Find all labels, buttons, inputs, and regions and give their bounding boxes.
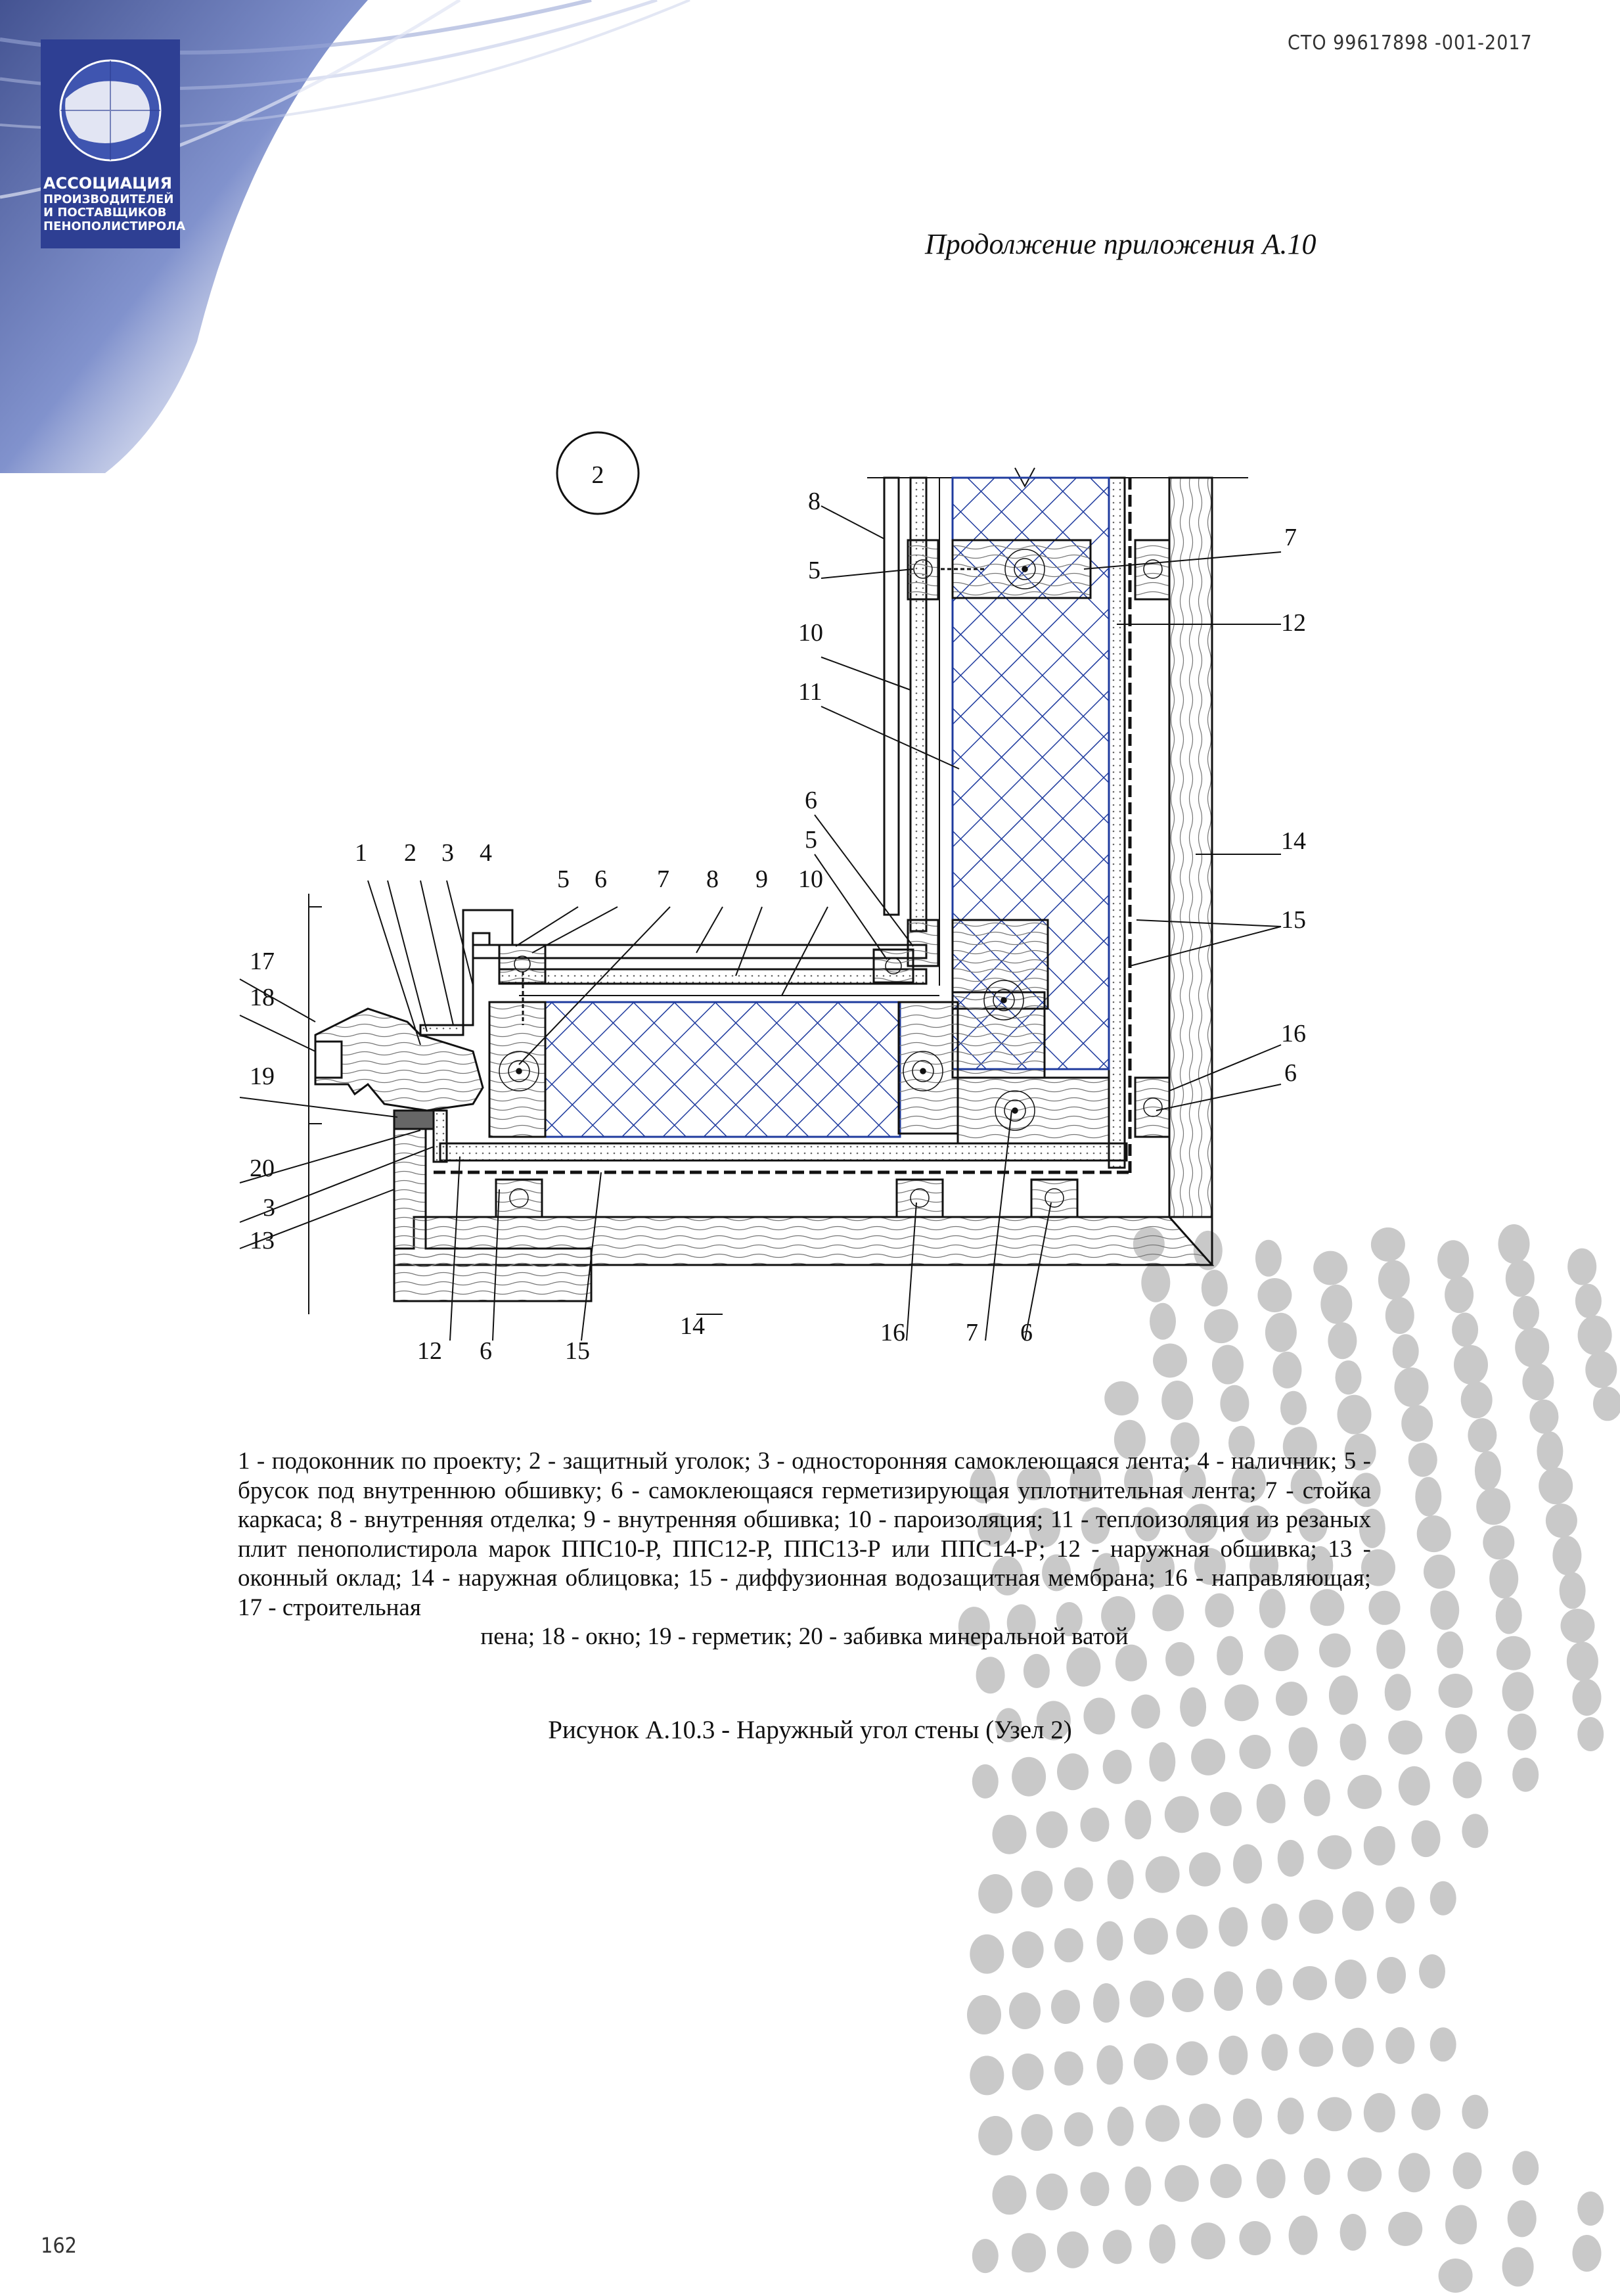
callout-14a: 14 xyxy=(1281,827,1306,855)
callout-10b: 10 xyxy=(798,619,823,647)
decor-dot xyxy=(1439,1674,1473,1708)
decor-dot xyxy=(1522,1364,1554,1400)
decor-dot xyxy=(1204,1309,1238,1343)
legend-body: 1 - подоконник по проекту; 2 - защитный уголок; 3 - односторонняя самоклеющаяся лента; 4 - наличник; 5 - брусок под внутреннюю обшивку; 6 - самоклеющаяся герметизирующая уплотнительная лента; 7 - стойка каркаса; 8 - внутренняя отделка; 9 - внутренняя обшивка; 10 - пароизоляция; 11 - теплоизоляция из резаных плит пенополистирола марок ППС10-Р, ППС12-Р, ППС13-Р или ППС14-Р; 12 - наружная обшивка; 13 - оконный оклад; 14 - наружная облицовка; 15 - диффузионная водозащитная мембрана; 16 - направляющая; 17 - строительная xyxy=(238,1448,1371,1621)
decor-dot xyxy=(1064,2112,1093,2146)
decor-dot xyxy=(1104,1381,1138,1415)
decor-dot xyxy=(1593,1387,1620,1421)
callout-12b: 12 xyxy=(417,1337,442,1365)
callout-13: 13 xyxy=(250,1227,275,1254)
decor-dot xyxy=(1489,1559,1518,1599)
decor-dot xyxy=(1149,2224,1175,2264)
decor-dot xyxy=(1153,1344,1187,1378)
decor-dot xyxy=(1454,1345,1488,1385)
decor-dot xyxy=(1385,1674,1411,1711)
callout-6a: 6 xyxy=(595,865,607,893)
decor-dot xyxy=(1529,1400,1558,1434)
decor-dot xyxy=(972,2239,999,2273)
callout-17: 17 xyxy=(250,948,275,975)
callout-6b: 6 xyxy=(805,787,817,814)
callout-3: 3 xyxy=(441,839,454,867)
decor-dot xyxy=(1508,2200,1537,2237)
callout-10a: 10 xyxy=(798,865,823,893)
decor-dot xyxy=(1036,2174,1068,2211)
figure-caption: Рисунок А.10.3 - Наружный угол стены (Узел 2) xyxy=(548,1716,1072,1744)
decor-dot xyxy=(1515,1328,1549,1367)
decor-dot xyxy=(1146,2105,1180,2142)
decor-dot xyxy=(1560,1573,1586,1609)
node-number: 2 xyxy=(591,461,604,489)
decor-dot xyxy=(1415,1477,1441,1517)
decor-dot xyxy=(1496,1636,1531,1670)
decor-dot xyxy=(1012,1931,1044,1968)
decor-dot xyxy=(1385,1297,1414,1334)
decor-dot xyxy=(1437,1632,1463,1668)
decor-dot xyxy=(1096,1921,1123,1961)
decor-dot xyxy=(1320,1285,1352,1324)
decor-dot xyxy=(1513,1296,1539,1330)
decor-dot xyxy=(1304,2158,1330,2195)
callout-7a: 7 xyxy=(657,865,669,893)
decor-dot xyxy=(1502,2247,1534,2287)
decor-dot xyxy=(1261,1904,1288,1940)
callout-4: 4 xyxy=(480,839,492,867)
decor-dot xyxy=(1502,1672,1534,1711)
decor-dot xyxy=(1347,1775,1382,1809)
decor-dot xyxy=(1328,1322,1357,1359)
decor-dot xyxy=(1567,1249,1596,1285)
callout-8b: 8 xyxy=(808,488,821,515)
callout-20: 20 xyxy=(250,1155,275,1182)
decor-dot xyxy=(1476,1488,1510,1525)
decor-dot xyxy=(1265,1313,1297,1352)
decor-dot xyxy=(1336,1360,1362,1394)
page-number: 162 xyxy=(41,2233,77,2258)
callout-16b: 16 xyxy=(880,1319,905,1346)
decor-dot xyxy=(1537,1431,1563,1471)
decor-dot xyxy=(970,1935,1004,1974)
decor-dot xyxy=(1498,1224,1530,1264)
decor-dot xyxy=(1338,1395,1372,1435)
decor-dot xyxy=(1261,2034,1288,2071)
callout-9a: 9 xyxy=(755,865,768,893)
decor-dot xyxy=(1408,1443,1437,1477)
decor-dot xyxy=(1021,1871,1052,1908)
decor-dot xyxy=(1412,2094,1441,2130)
decor-dot xyxy=(1376,1630,1405,1669)
decor-dot xyxy=(1256,1969,1282,2006)
decor-dot xyxy=(1280,1391,1307,1425)
decor-dot xyxy=(1475,1451,1501,1490)
decor-dot xyxy=(1212,1345,1244,1385)
decor-dot xyxy=(1021,2114,1052,2151)
decor-dot xyxy=(1340,2214,1366,2251)
decor-dot xyxy=(1189,1852,1221,1887)
decor-dot xyxy=(1125,2167,1151,2206)
decor-dot xyxy=(1335,1960,1366,1999)
logo-line-3: И ПОСТАВЩИКОВ xyxy=(43,206,167,220)
decor-dot xyxy=(1172,1978,1204,2012)
decor-dot xyxy=(1417,1515,1451,1552)
logo-text xyxy=(43,174,186,234)
decor-dot xyxy=(1057,2232,1089,2268)
decor-dot xyxy=(1081,2172,1110,2206)
decor-dot xyxy=(1445,2205,1477,2245)
decor-dot xyxy=(1066,1647,1100,1687)
decor-dot xyxy=(1453,2152,1482,2189)
logo-line-1: АССОЦИАЦИЯ xyxy=(43,174,172,193)
decor-dot xyxy=(1219,2036,1248,2075)
decor-dot xyxy=(1461,1381,1493,1418)
decor-dot xyxy=(993,1815,1027,1854)
decor-dot xyxy=(1445,1276,1474,1313)
decor-dot xyxy=(1103,2230,1132,2264)
decor-dot xyxy=(1146,1856,1180,1893)
decor-dot xyxy=(1214,1971,1243,2011)
decor-dot xyxy=(1054,2052,1083,2086)
decor-dot xyxy=(1412,1820,1441,1857)
callout-18: 18 xyxy=(250,984,275,1011)
decor-dot xyxy=(1255,1240,1282,1277)
decor-dot xyxy=(1419,1954,1445,1988)
decor-dot xyxy=(1149,1742,1175,1781)
decor-dot xyxy=(1293,1966,1327,2000)
decor-dot xyxy=(1424,1555,1455,1589)
callout-19: 19 xyxy=(250,1063,275,1090)
decor-dot xyxy=(1371,1228,1405,1262)
decor-dot xyxy=(1210,1792,1242,1826)
decor-dot xyxy=(1364,1826,1395,1866)
decor-dot xyxy=(1369,1591,1401,1625)
decor-dot xyxy=(1395,1367,1429,1407)
decor-dot xyxy=(1096,2045,1123,2084)
decor-dot xyxy=(1304,1779,1330,1816)
decor-dot xyxy=(976,1657,1005,1693)
decor-dot xyxy=(1342,2028,1374,2067)
decor-dot xyxy=(1219,1907,1248,1946)
decor-dot xyxy=(1009,1992,1041,2029)
decor-dot xyxy=(1399,2153,1430,2192)
decor-dot xyxy=(978,2116,1012,2155)
decor-dot xyxy=(1385,2027,1414,2064)
decor-dot xyxy=(1401,1405,1433,1442)
decor-dot xyxy=(1289,2216,1318,2255)
decor-dot xyxy=(1054,1928,1083,1962)
decor-dot xyxy=(1393,1334,1419,1368)
decor-dot xyxy=(972,1764,999,1799)
decor-dot xyxy=(1561,1609,1595,1643)
decor-dot xyxy=(1233,2099,1262,2138)
decor-dot xyxy=(1347,2157,1382,2192)
decor-dot xyxy=(1567,1642,1598,1681)
decor-dot xyxy=(1439,2259,1473,2293)
decor-dot xyxy=(1064,1868,1093,1902)
decor-dot xyxy=(1276,1682,1307,1716)
decor-dot xyxy=(1573,1679,1602,1716)
decor-dot xyxy=(1378,1260,1410,1300)
decor-dot xyxy=(1141,1263,1170,1302)
decor-dot xyxy=(1130,1981,1164,2017)
decor-dot xyxy=(1539,1467,1573,1504)
callout-1: 1 xyxy=(355,839,367,867)
decor-dot xyxy=(1512,1758,1539,1792)
callout-5c: 5 xyxy=(805,826,817,854)
callout-7c: 7 xyxy=(966,1319,978,1346)
decor-dot xyxy=(1546,1504,1577,1538)
decor-dot xyxy=(1220,1385,1249,1422)
decor-dot xyxy=(1108,1860,1134,1899)
decor-dot xyxy=(1057,1753,1089,1790)
decor-dot xyxy=(1125,1800,1151,1839)
decor-dot xyxy=(1453,1762,1482,1799)
decor-dot xyxy=(1103,1750,1132,1784)
decor-dot xyxy=(1177,1915,1208,1949)
document-number: СТО 99617898 -001-2017 xyxy=(1288,32,1533,55)
logo-line-2: ПРОИЗВОДИТЕЛЕЙ xyxy=(43,192,174,206)
decor-dot xyxy=(1318,1835,1352,1870)
decor-dot xyxy=(1575,1284,1602,1318)
decor-dot xyxy=(1364,2093,1395,2132)
decor-dot xyxy=(1462,2095,1488,2129)
decor-dot xyxy=(1299,1900,1333,1934)
decor-dot xyxy=(1377,1957,1406,1994)
callout-6e: 6 xyxy=(1020,1319,1033,1346)
decor-dot xyxy=(1342,1891,1374,1931)
decor-dot xyxy=(1134,2043,1168,2080)
decor-dot xyxy=(1108,2107,1134,2146)
callout-6d: 6 xyxy=(480,1337,492,1365)
decor-dot xyxy=(1430,1590,1459,1630)
decor-dot xyxy=(967,1995,1001,2034)
callout-11: 11 xyxy=(798,678,822,706)
decor-dot xyxy=(1318,2097,1352,2131)
decor-dot xyxy=(1161,1381,1193,1420)
decor-dot xyxy=(1272,1352,1301,1389)
decor-dot xyxy=(1233,1845,1262,1884)
decor-dot xyxy=(1329,1676,1358,1715)
decor-dot xyxy=(1191,2222,1225,2259)
decor-dot xyxy=(1165,2165,1199,2202)
decor-dot xyxy=(1278,2098,1304,2134)
decor-dot xyxy=(1024,1654,1050,1688)
figure-legend xyxy=(238,1447,1371,1652)
decor-dot xyxy=(1257,2159,1286,2198)
decor-dot xyxy=(1051,1990,1080,2024)
callout-15b: 15 xyxy=(565,1337,590,1365)
decor-dot xyxy=(1437,1240,1469,1279)
decor-dot xyxy=(1257,1278,1292,1312)
decor-dot xyxy=(1388,2212,1422,2246)
decor-dot xyxy=(1430,1881,1456,1916)
callout-16a: 16 xyxy=(1281,1020,1306,1047)
legend-last-line: пена; 18 - окно; 19 - герметик; 20 - забивка минеральной ватой xyxy=(480,1623,1129,1650)
decor-dot xyxy=(1093,1983,1119,2023)
decor-dot xyxy=(1462,1814,1488,1848)
decor-dot xyxy=(1012,2233,1046,2272)
decor-dot xyxy=(1150,1303,1176,1340)
callout-3b: 3 xyxy=(263,1194,275,1222)
decor-dot xyxy=(1552,1536,1581,1575)
decor-dot xyxy=(1468,1418,1496,1452)
decor-dot xyxy=(1506,1260,1535,1297)
decor-dot xyxy=(1430,2027,1456,2061)
decor-dot xyxy=(1012,2054,1044,2090)
decor-dot xyxy=(1512,2151,1539,2185)
decor-dot xyxy=(1210,2164,1242,2198)
decor-dot xyxy=(1385,1887,1414,1923)
decor-dot xyxy=(1202,1270,1228,1306)
decor-dot xyxy=(993,2175,1027,2215)
appendix-subtitle: Продолжение приложения А.10 xyxy=(925,228,1316,260)
decor-dot xyxy=(1299,2032,1333,2067)
decor-dot xyxy=(1177,2041,1208,2075)
decor-dot xyxy=(1585,1351,1617,1388)
decor-dot xyxy=(1577,2192,1604,2226)
decor-dot xyxy=(1483,1525,1514,1559)
dot-pattern-decoration xyxy=(958,1224,1620,2293)
callout-8a: 8 xyxy=(706,865,719,893)
decor-dot xyxy=(1134,1918,1168,1955)
callout-12a: 12 xyxy=(1281,609,1306,637)
callout-6c: 6 xyxy=(1284,1059,1297,1087)
decor-dot xyxy=(1452,1313,1478,1347)
decor-dot xyxy=(1496,1597,1522,1634)
decor-dot xyxy=(1165,1796,1199,1833)
decor-dot xyxy=(1012,1757,1046,1797)
callout-7b: 7 xyxy=(1284,524,1297,551)
decor-dot xyxy=(1578,1316,1612,1355)
callout-15a: 15 xyxy=(1281,906,1306,934)
decor-dot xyxy=(1257,1784,1286,1824)
decor-dot xyxy=(978,1874,1012,1914)
decor-dot xyxy=(1573,2235,1602,2272)
decor-dot xyxy=(1239,2221,1271,2255)
callout-2: 2 xyxy=(404,839,416,867)
callout-14b: 14 xyxy=(680,1312,705,1340)
callout-5a: 5 xyxy=(557,865,570,893)
callout-5b: 5 xyxy=(808,557,821,584)
decor-dot xyxy=(970,2055,1004,2095)
decor-dot xyxy=(1278,1840,1304,1877)
decor-dot xyxy=(1081,1808,1110,1842)
decor-dot xyxy=(1036,1811,1068,1848)
decor-dot xyxy=(1399,1766,1430,1806)
decor-dot xyxy=(1189,2103,1221,2138)
logo-line-4: ПЕНОПОЛИСТИРОЛА xyxy=(43,219,186,233)
decor-dot xyxy=(1313,1251,1347,1285)
